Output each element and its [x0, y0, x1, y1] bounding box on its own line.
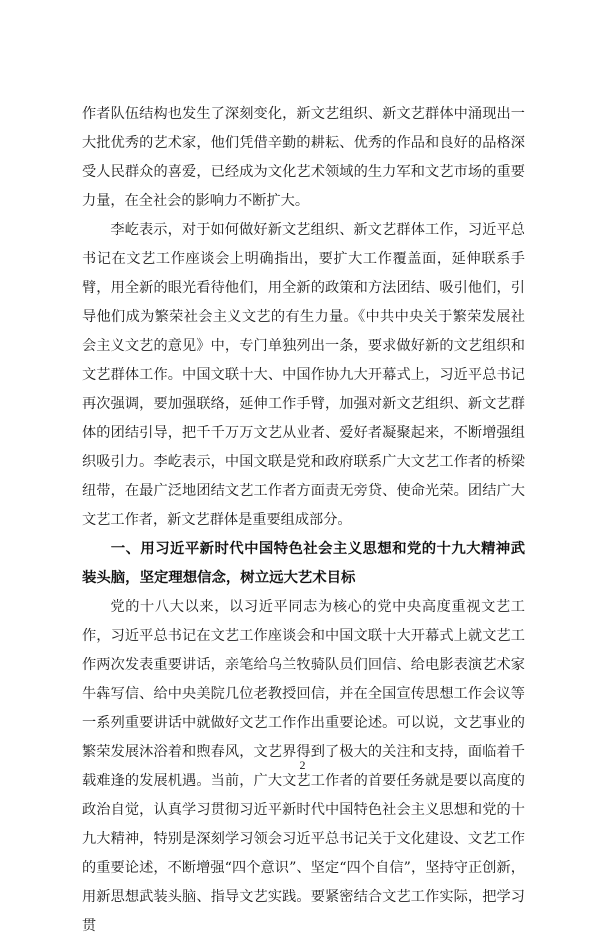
section-heading: 一、用习近平新时代中国特色社会主义思想和党的十九大精神武装头脑，坚定理想信念，树立远大艺术目标	[82, 541, 525, 586]
paragraph-continued: 作者队伍结构也发生了深刻变化，新文艺组织、新文艺群体中涌现出一大批优秀的艺术家，他们凭借辛勤的耕耘、优秀的作品和良好的品格深受人民群众的喜爱，已经成为文化艺术领域的生力军和文艺市场的重要力量，在全社会的影响力不断扩大。	[82, 106, 525, 209]
paragraph: 李屹表示，对于如何做好新文艺组织、新文艺群体工作，习近平总书记在文艺工作座谈会上明确指出，要扩大工作覆盖面，延伸联系手臂，用全新的眼光看待他们，用全新的政策和方法团结、吸引他们，引导他们成为繁荣社会主义文艺的有生力量。《中共中央关于繁荣发展社会主义文艺的意见》中，专门单独列出一条，要求做好新的文艺组织和文艺群体工作。中国文联十大、中国作协九大开幕式上，习近平总书记再次强调，要加强联络，延伸工作手臂，加强对新文艺组织、新文艺群体的团结引导，把千千万万文艺从业者、爱好者凝聚起来，不断增强组织吸引力。李屹表示，中国文联是党和政府联系广大文艺工作者的桥梁纽带，在最广泛地团结文艺工作者方面责无旁贷、使命光荣。团结广大文艺工作者，新文艺群体是重要组成部分。	[82, 222, 525, 528]
body-text	[82, 100, 525, 941]
page-number: 2	[299, 758, 306, 772]
paragraph: 党的十八大以来，以习近平同志为核心的党中央高度重视文艺工作，习近平总书记在文艺工作座谈会和中国文联十大开幕式上就文艺工作两次发表重要讲话，亲笔给乌兰牧骑队员们回信、给电影表演艺术家牛犇写信、给中央美院几位老教授回信，并在全国宣传思想工作会议等一系列重要讲话中就做好文艺工作作出重要论述。可以说，文艺事业的繁荣发展沐浴着和煦春风，文艺界得到了极大的关注和支持，面临着千载难逢的发展机遇。当前，广大文艺工作者的首要任务就是要以高度的政治自觉，认真学习贯彻习近平新时代中国特色社会主义思想和党的十九大精神，特别是深刻学习领会习近平总书记关于文化建设、文艺工作的重要论述，不断增强“四个意识”、坚定“四个自信”，坚持守正创新，用新思想武装头脑、指导文艺实践。要紧密结合文艺工作实际，把学习贯	[82, 599, 525, 934]
